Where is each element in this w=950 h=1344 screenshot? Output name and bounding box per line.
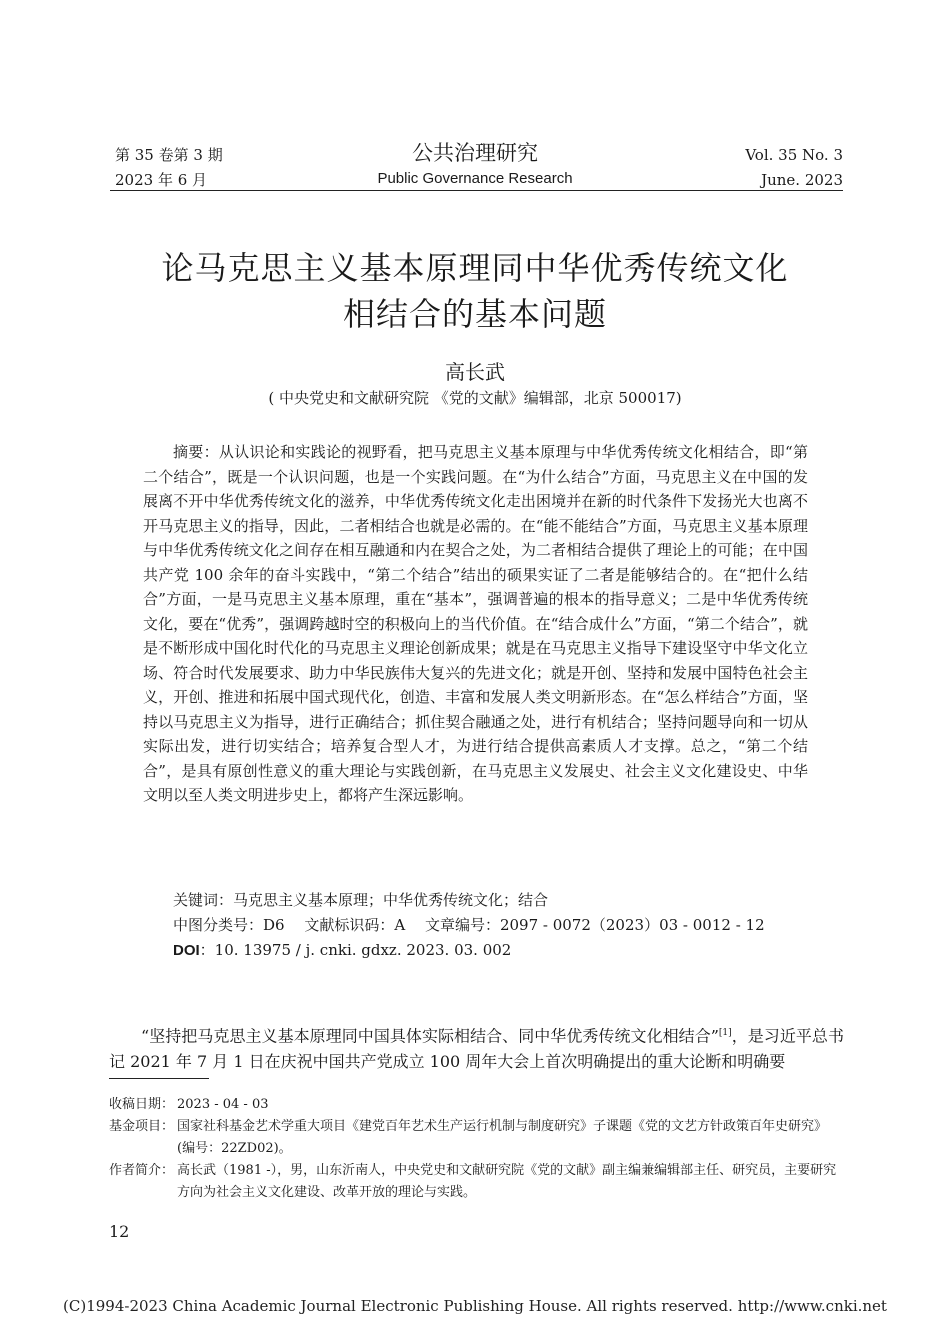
article-title-line1: 论马克思主义基本原理同中华优秀传统文化: [161, 249, 789, 287]
citation-ref[interactable]: [1]: [718, 1028, 732, 1038]
bio-value: 高长武（1981 -），男，山东沂南人，中央党史和文献研究院《党的文献》副主编兼编辑部主任、研究员，主要研究方向为社会主义文化建设、改革开放的理论与实践。: [177, 1163, 837, 1200]
page-number: 12: [109, 1222, 130, 1241]
doi-label: DOI: [173, 942, 200, 959]
para1-after: ，是习近平总书记 2021 年 7 月 1 日在庆祝中国共产党成立 100 周年大会上首次明确提出的重大论断和明确要: [109, 1026, 844, 1072]
footnotes: [109, 1094, 844, 1204]
abstract: [143, 440, 808, 808]
doi-value: ：10. 13975 / j. cnki. gdxz. 2023. 03. 002: [199, 941, 512, 959]
journal-title-cn: 公共治理研究: [412, 141, 538, 165]
bio-label: 作者简介：: [109, 1163, 175, 1178]
date-cn: 2023 年 6 月: [115, 171, 208, 189]
keywords: 关键词：马克思主义基本原理；中华优秀传统文化；结合: [173, 891, 549, 909]
abstract-text: 摘要：从认识论和实践论的视野看，把马克思主义基本原理与中华优秀传统文化相结合，即“第二个结合”，既是一个认识问题，也是一个实践问题。在“为什么结合”方面，马克思主义在中国的发展离不开中华优秀传统文化的滋养，中华优秀传统文化走出困境并在新的时代条件下发扬光大也离不开马克思主义的指导，因此，二者相结合也就是必需的。在“能不能结合”方面，马克思主义基本原理与中华优秀传统文化之间存在相互融通和内在契合之处，为二者相结合提供了理论上的可能；在中国共产党 100 余年的奋斗实践中，“第二个结合”结出的硕果实证了二者是能够结合的。在“把什么结合”方面，一是马克思主义基本原理，重在“基本”，强调普遍的根本的指导意义；二是中华优秀传统文化，要在“优秀”，强调跨越时空的积极向上的当代价值。在“结合成什么”方面，“第二个结合”，就是不断形成中国化时代化的马克思主义理论创新成果；就是在马克思主义指导下建设坚守中华文化立场、符合时代发展要求、助力中华民族伟大复兴的先进文化；就是开创、坚持和发展中国特色社会主义，开创、推进和拓展中国式现代化，创造、丰富和发展人类文明新形态。在“怎么样结合”方面，坚持以马克思主义为指导，进行正确结合；抓住契合融通之处，进行有机结合；坚持问题导向和一切从实际出发，进行切实结合；培养复合型人才，为进行结合提供高素质人才支撑。总之，“第二个结合”，是具有原创性意义的重大理论与实践创新，在马克思主义发展史、社会主义文化建设史、中华文明以至人类文明进步史上，都将产生深远影响。: [143, 443, 808, 804]
received-value: 2023 - 04 - 03: [177, 1097, 269, 1112]
author-bio: [109, 1160, 844, 1204]
received-date: [109, 1094, 844, 1116]
received-label: 收稿日期：: [109, 1097, 175, 1112]
volume-issue-cn: 第 35 卷第 3 期: [115, 146, 223, 164]
journal-title-en: Public Governance Research: [377, 170, 573, 187]
fund-value: 国家社科基金艺术学重大项目《建党百年艺术生产运行机制与制度研究》子课题《党的文艺方针政策百年史研究》(编号：22ZD02)。: [177, 1119, 828, 1156]
para1-before: “坚持把马克思主义基本原理同中国具体实际相结合、同中华优秀传统文化相结合”: [141, 1026, 719, 1046]
header-rule: [110, 190, 843, 191]
footnote-rule: [109, 1078, 209, 1079]
author-affiliation: ( 中央党史和文献研究院 《党的文献》编辑部，北京 500017): [268, 389, 682, 407]
author-name: 高长武: [445, 360, 505, 384]
body-paragraph: [109, 1020, 844, 1075]
article-title-line2: 相结合的基本问题: [342, 295, 607, 333]
classification-info: 中图分类号：D6 文献标识码：A 文章编号：2097 - 0072（2023）03 - 0012 - 12: [173, 916, 765, 934]
body-intro: [109, 1020, 844, 1075]
doi: [173, 940, 511, 961]
fund-label: 基金项目：: [109, 1119, 175, 1134]
copyright-notice: (C)1994-2023 China Academic Journal Electronic Publishing House. All rights reserved. http://www.cnki.net: [63, 1297, 887, 1315]
date-en: June. 2023: [761, 171, 843, 189]
volume-issue-en: Vol. 35 No. 3: [745, 146, 843, 164]
fund-info: [109, 1116, 844, 1160]
